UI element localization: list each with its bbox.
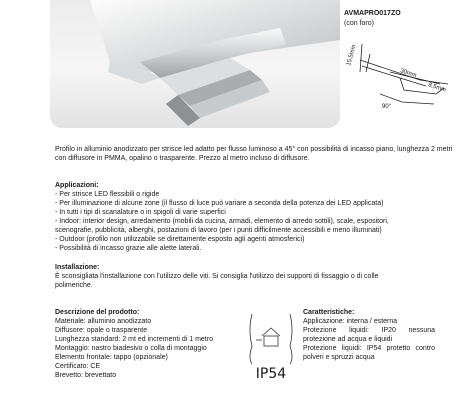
ip-rating-house-icon bbox=[246, 312, 296, 366]
ip-rating-label: IP54 bbox=[255, 366, 287, 382]
characteristics-list bbox=[303, 317, 435, 362]
installation-heading: Installazione: bbox=[55, 264, 100, 271]
aluminium-profile-illustration bbox=[50, 0, 340, 128]
list-item: protezione ad acqua e liquidi bbox=[303, 336, 393, 343]
intro-paragraph: Profilo in alluminio anodizzato per strisce led adatto per flusso luminoso a 45° con possibilità di incasso piano, lunghezza 2 metri con diffusore in PMMA, opalino o trasparente. Prezzo al metro incluso di diffusore. bbox=[55, 146, 453, 162]
list-item: - Per illuminazione di alcune zone (il flusso di luce può variare a seconda della potenza dei LED applicata) bbox=[55, 200, 384, 207]
dim-width-label: 30mm bbox=[399, 68, 418, 80]
installation-section bbox=[55, 263, 465, 290]
product-photo bbox=[50, 0, 340, 128]
dim-diffuser-label: 8,5mm bbox=[427, 82, 447, 94]
list-item: Applicazione: interna / esterna bbox=[303, 318, 398, 325]
applications-section bbox=[55, 181, 460, 253]
dim-height-label: 15,5mm bbox=[346, 44, 358, 67]
list-item: - Indoor: interior design, arredamento (mobili da cucina, armadi, elemento di arredo sottili), scale, espositori, bbox=[55, 218, 389, 225]
list-item: - Outdoor (profilo non utilizzabile se direttamente esposto agli agenti atmosferici) bbox=[55, 236, 305, 243]
applications-heading: Applicazioni: bbox=[55, 182, 99, 189]
list-item: Certificato: CE bbox=[55, 363, 101, 370]
list-item: Protezione liquidi: IP54 protetto contro bbox=[303, 345, 435, 352]
description-list bbox=[55, 317, 240, 380]
installation-text-line-1: È sconsigliata l'installazione con l'utilizzo delle viti. Si consiglia l'utilizzo dei supporti di fissaggio o di colle bbox=[55, 273, 379, 280]
characteristics-section bbox=[303, 308, 435, 362]
ip-rating-block bbox=[246, 312, 296, 396]
list-item: Elemento frontale: tappo (opzionale) bbox=[55, 354, 168, 361]
description-heading: Descrizione del prodotto: bbox=[55, 309, 140, 316]
list-item: Brevetto: brevettato bbox=[55, 372, 117, 379]
list-item: polveri e spruzzi acqua bbox=[303, 354, 375, 361]
characteristics-heading: Caratteristiche: bbox=[303, 309, 355, 316]
description-section bbox=[55, 308, 240, 380]
list-item: Materiale: alluminio anodizzato bbox=[55, 318, 152, 325]
product-variant: (con foro) bbox=[344, 20, 374, 27]
applications-list bbox=[55, 190, 460, 253]
list-item: - Possibilità di incasso grazie alle alette laterali. bbox=[55, 245, 202, 252]
angle-label: 90° bbox=[382, 104, 392, 110]
list-item: Lunghezza standard: 2 mt ed incrementi di 1 metro bbox=[55, 336, 213, 343]
list-item: - In tutti i tipi di scanalature o in spigoli di varie superfici bbox=[55, 209, 226, 216]
technical-drawing bbox=[340, 32, 460, 112]
product-code: AVMAPRO017ZO bbox=[344, 10, 401, 17]
list-item: Montaggio: nastro biadesivo o colla di montaggio bbox=[55, 345, 207, 352]
list-item: Diffusore: opale o trasparente bbox=[55, 327, 148, 334]
list-item: scenografie, pubblicità, alberghi, postazioni di lavoro (per i punti difficilmente accessibili e meno illuminati) bbox=[55, 227, 382, 234]
installation-text-line-2: polimeriche. bbox=[55, 282, 93, 289]
list-item: Protezione liquidi: IP20 nessuna bbox=[303, 327, 435, 334]
list-item: - Per strisce LED flessibili o rigide bbox=[55, 191, 160, 198]
